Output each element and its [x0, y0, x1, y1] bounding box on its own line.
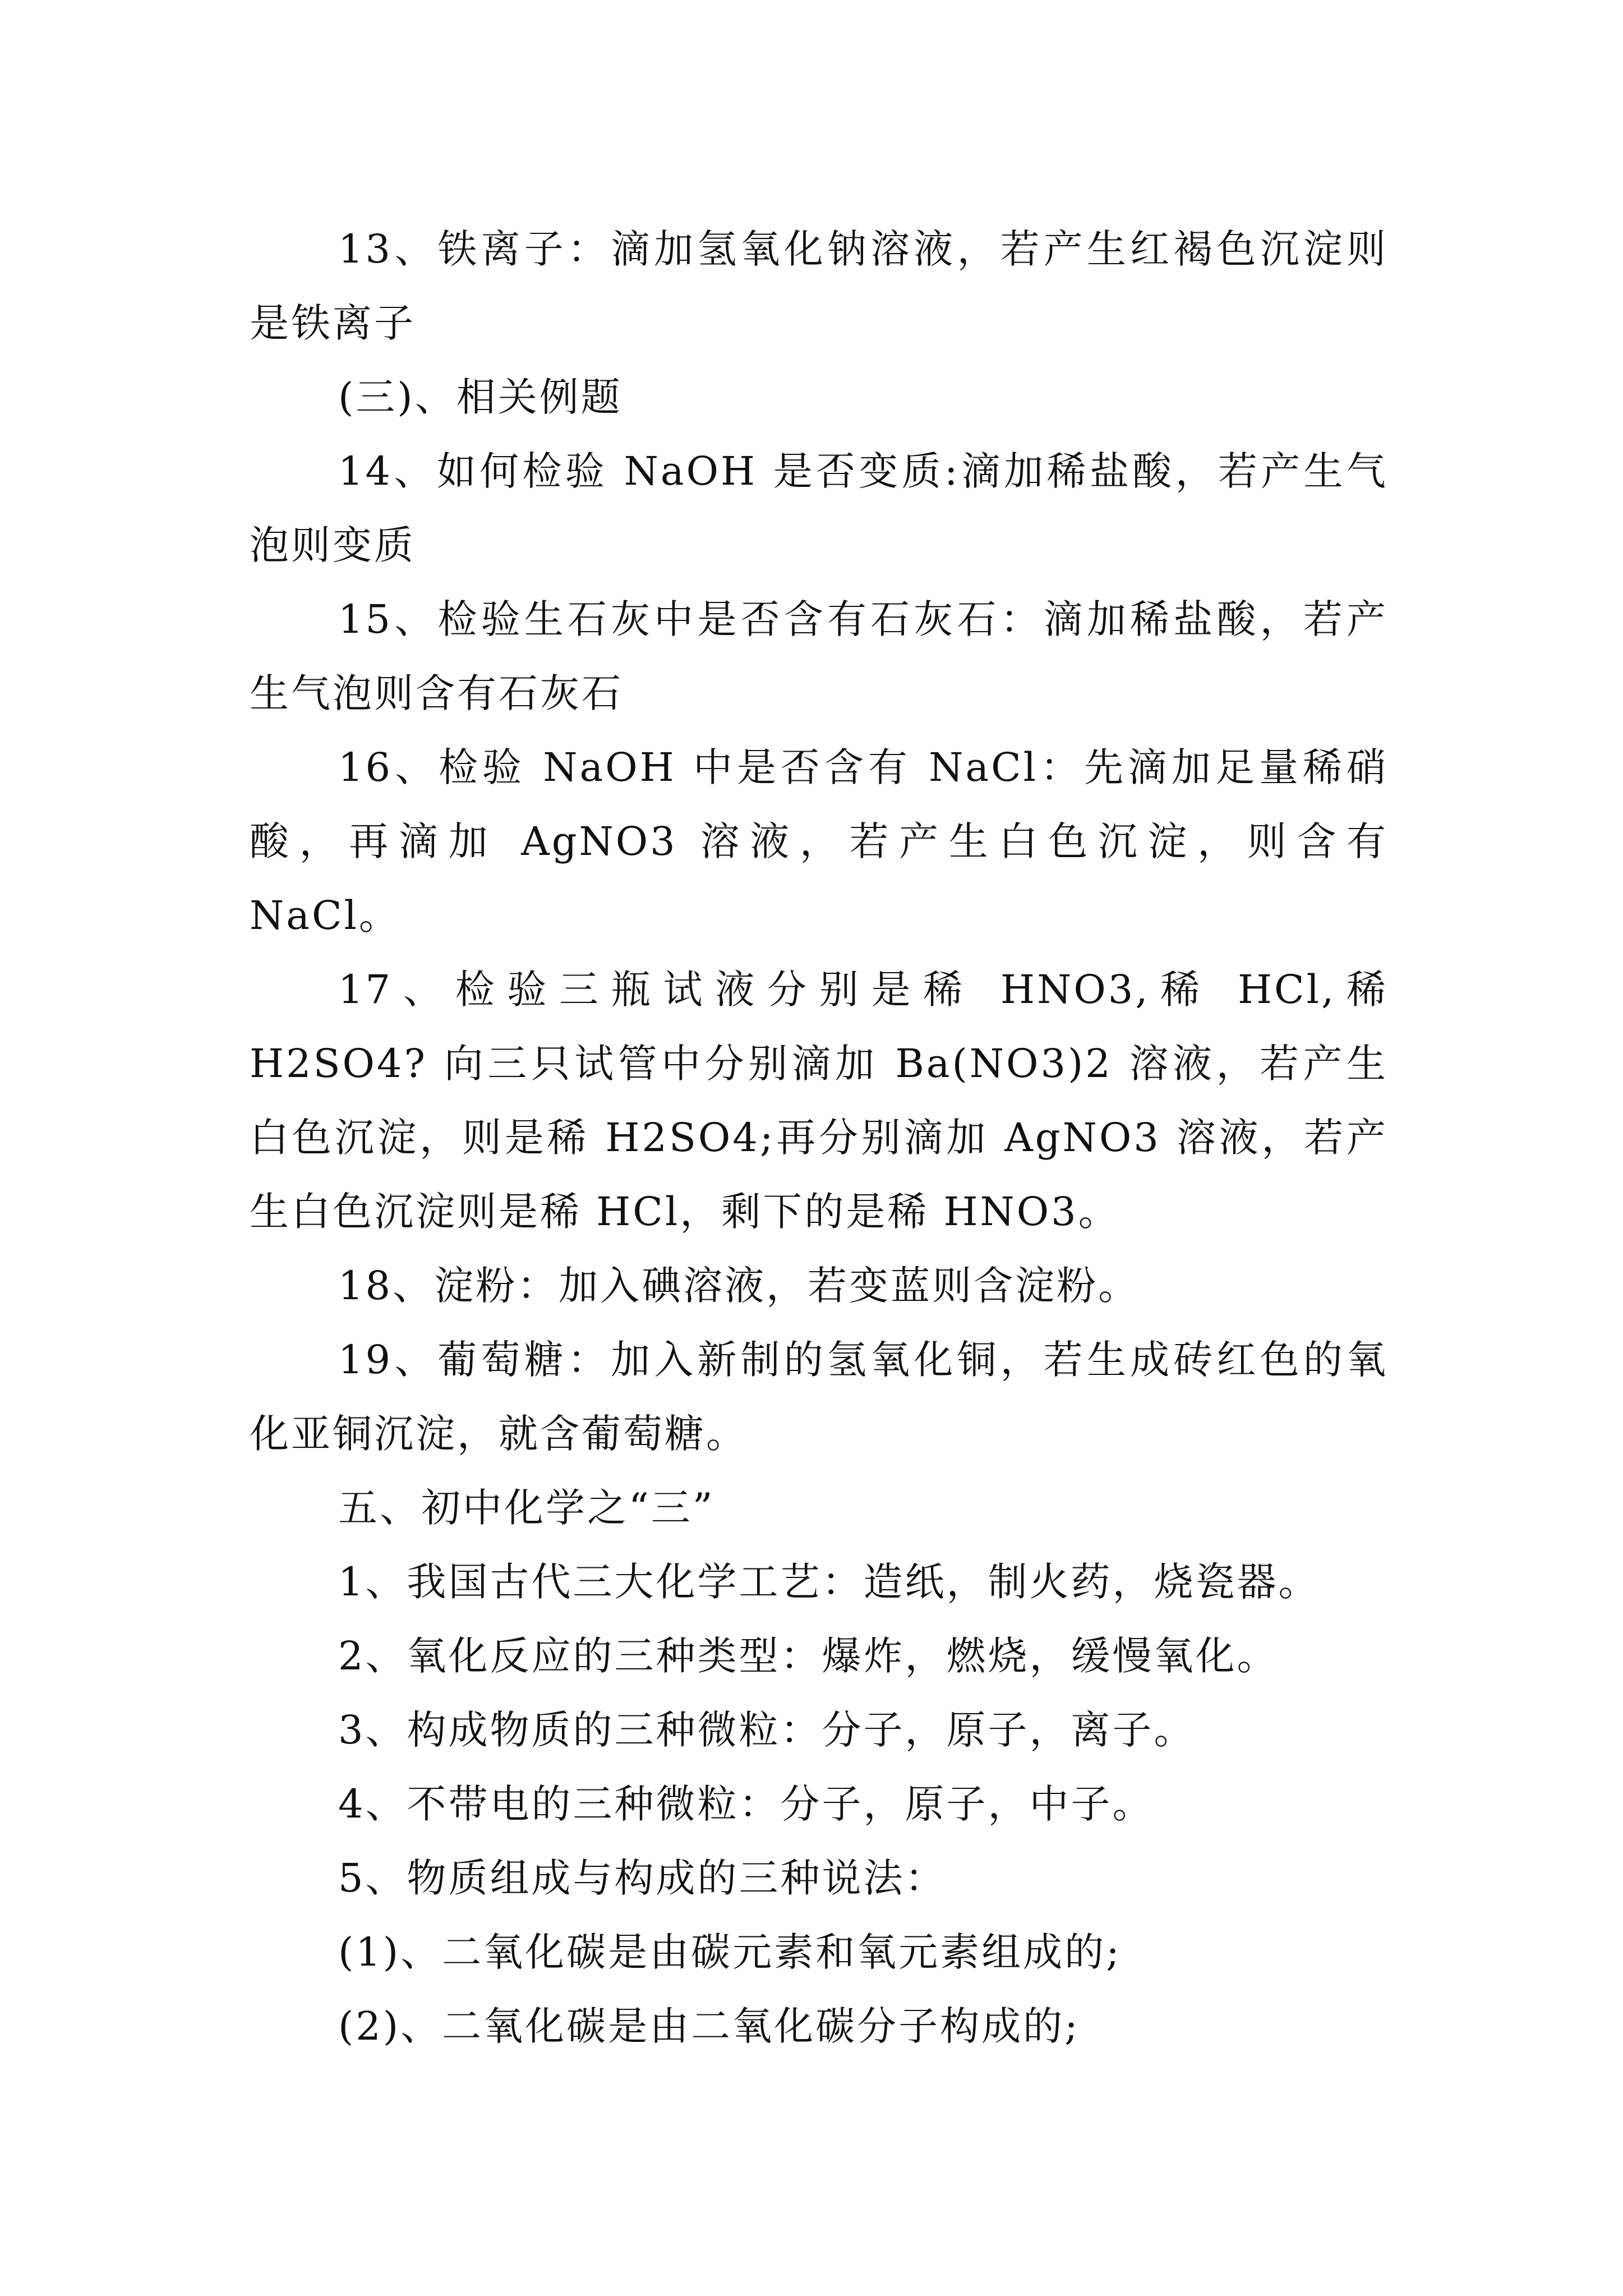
heading-chemistry-threes: 五、初中化学之“三” [338, 1485, 715, 1531]
list-item-5-composition-statements: 5、物质组成与构成的三种说法： [338, 1855, 947, 1901]
paragraph-19-glucose: 19、葡萄糖：加入新制的氢氧化铜，若生成砖红色的氧化亚铜沉淀，就含葡萄糖。 [250, 1337, 1388, 1457]
heading-related-examples: (三)、相关例题 [338, 374, 623, 420]
paragraph-16-naoh-nacl: 16、检验 NaOH 中是否含有 NaCl：先滴加足量稀硝酸，再滴加 AgNO3 溶液，若产生白色沉淀，则含有 NaCl。 [250, 744, 1388, 938]
list-item-4-neutral-particles: 4、不带电的三种微粒：分子，原子，中子。 [338, 1781, 1154, 1827]
paragraph-13-iron-ion: 13、铁离子：滴加氢氧化钠溶液，若产生红褐色沉淀则是铁离子 [250, 226, 1388, 346]
list-item-3-particles: 3、构成物质的三种微粒：分子，原子，离子。 [338, 1707, 1196, 1753]
document-body [250, 212, 1388, 2063]
paragraph-18-starch: 18、淀粉：加入碘溶液，若变蓝则含淀粉。 [338, 1263, 1140, 1309]
paragraph-17-three-acids: 17、检验三瓶试液分别是稀 HNO3,稀 HCl,稀 H2SO4? 向三只试管中分别滴加 Ba(NO3)2 溶液，若产生白色沉淀，则是稀 H2SO4;再分别滴加 AgNO3 溶液，若产生白色沉淀则是稀 HCl，剩下的是稀 HNO3。 [250, 967, 1388, 1235]
sub-item-1-elements: (1)、二氧化碳是由碳元素和氧元素组成的; [338, 1929, 1122, 1975]
paragraph-14-naoh-deterioration: 14、如何检验 NaOH 是否变质:滴加稀盐酸，若产生气泡则变质 [250, 448, 1388, 568]
list-item-2-oxidation-types: 2、氧化反应的三种类型：爆炸，燃烧，缓慢氧化。 [338, 1633, 1279, 1679]
list-item-1-ancient-crafts: 1、我国古代三大化学工艺：造纸，制火药，烧瓷器。 [338, 1559, 1320, 1605]
paragraph-15-quicklime-limestone: 15、检验生石灰中是否含有石灰石：滴加稀盐酸，若产生气泡则含有石灰石 [250, 596, 1388, 716]
sub-item-2-molecules: (2)、二氧化碳是由二氧化碳分子构成的; [338, 2003, 1080, 2049]
